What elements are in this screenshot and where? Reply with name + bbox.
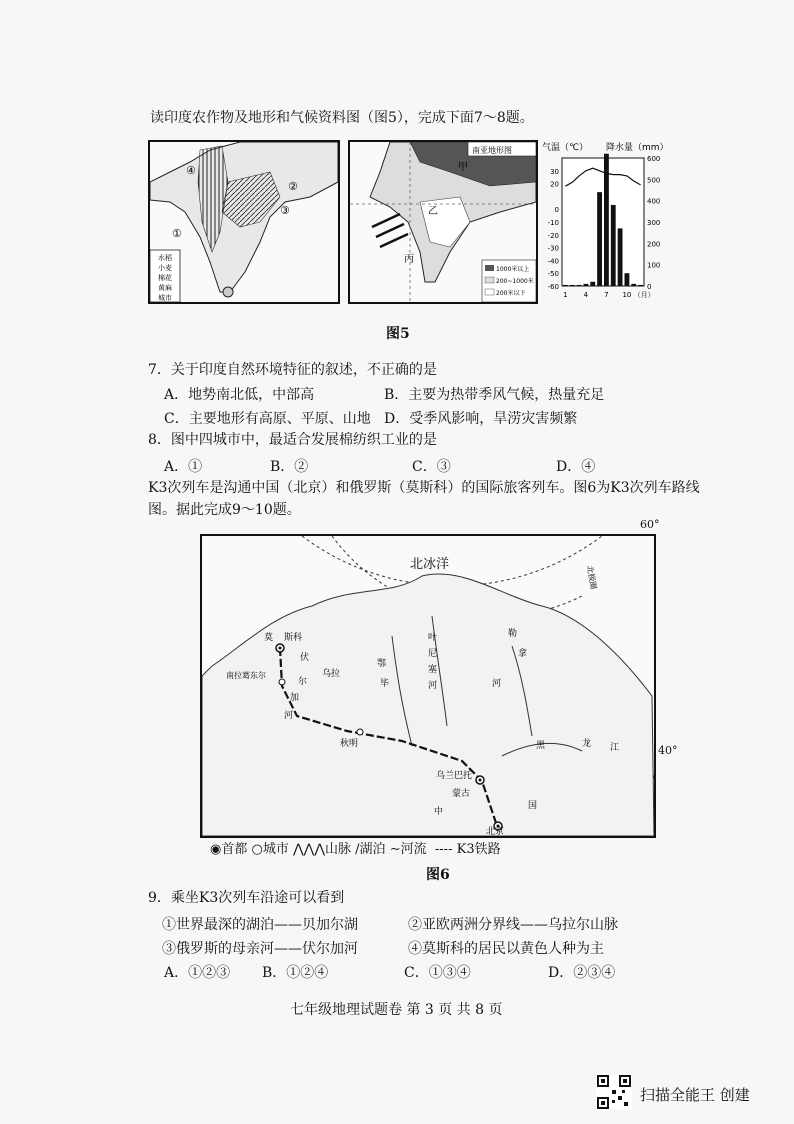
legend-wheat: 小麦 (158, 264, 172, 272)
legend-city: 城市 (262, 842, 289, 857)
precip-tick-0: 0 (647, 283, 652, 291)
intro-fig5: 读印度农作物及地形和气候资料图（图5），完成下面7～8题。 (150, 110, 534, 126)
temp-axis-label: 气温（℃） (542, 143, 589, 153)
place-jiang: 江 (610, 743, 620, 753)
india-crop-map (148, 140, 340, 304)
place-le: 勒 (508, 629, 518, 639)
india-crop-map-svg (150, 142, 338, 302)
precip-axis-label: 降水量（mm） (606, 143, 669, 153)
place-fu: 伏 (300, 653, 310, 663)
south-asia-terrain-map (348, 140, 538, 304)
precip-bar-8 (611, 205, 616, 286)
temp-tick--60: -60 (547, 283, 559, 291)
precip-bar-3 (577, 285, 582, 286)
q9-statement-1: ①世界最深的湖泊——贝加尔湖 (162, 917, 358, 933)
place-nanla: 南拉葛东尔 (226, 671, 266, 680)
place-jia: 加 (290, 693, 300, 703)
q9-option-a[interactable]: A．①②③ (164, 965, 231, 981)
q9-option-d[interactable]: D．②③④ (548, 965, 616, 981)
precip-bar-4 (584, 284, 589, 286)
q9-option-b[interactable]: B．①②④ (262, 965, 329, 981)
city-icon: ○ (251, 842, 263, 857)
place-qiuming: 秋明 (340, 739, 359, 749)
legend-capital: 首都 (221, 842, 248, 857)
intro-fig6-line2: 图。据此完成9～10题。 (148, 502, 301, 518)
q7-option-d[interactable]: D．受季风影响，旱涝灾害频繁 (384, 411, 578, 427)
rail-icon: ---- (430, 842, 457, 857)
temp-tick-30: 30 (550, 167, 559, 176)
place-guo: 国 (528, 801, 538, 811)
precip-tick-400: 400 (647, 197, 661, 206)
temp-tick-0: 0 (554, 206, 559, 215)
lake-icon: ∕ (355, 842, 360, 857)
legend-jute: 黄麻 (158, 284, 172, 292)
terrain-label-jia: 甲 (458, 162, 468, 173)
marker-2: ② (288, 180, 298, 193)
q8-option-c[interactable]: C．③ (412, 459, 451, 475)
temp-tick--20: -20 (547, 231, 559, 240)
legend-rice: 水稻 (158, 254, 172, 262)
q7-stem: 7．关于印度自然环境特征的叙述，不正确的是 (148, 362, 437, 378)
fig6-caption: 图6 (426, 867, 450, 883)
lat-40-label: 40° (658, 744, 678, 757)
precip-tick-500: 500 (647, 176, 661, 185)
legend-river: 河流 (400, 842, 427, 857)
place-he2: 河 (492, 679, 502, 689)
arctic-circle-label: 北极圈 (585, 564, 599, 590)
plot-area (562, 158, 644, 286)
q9-statement-4: ④莫斯科的居民以黄色人种为主 (408, 941, 604, 957)
place-zhong: 中 (434, 807, 444, 817)
legend-city: 城市 (158, 294, 172, 302)
precip-tick-300: 300 (647, 219, 661, 227)
place-ulaanbaatar: 乌兰巴托 (436, 771, 473, 781)
month-tick-4: 4 (583, 291, 589, 299)
legend-rail: K3铁路 (456, 842, 501, 857)
legend-lake: 湖泊 (359, 842, 386, 857)
terrain-legend-low: 200米以下 (496, 290, 526, 297)
precip-bar-5 (590, 282, 595, 286)
q8-option-b[interactable]: B．② (270, 459, 309, 475)
precip-tick-100: 100 (647, 261, 661, 270)
river-icon: ∼ (389, 842, 401, 857)
place-sike: 斯科 (284, 633, 303, 643)
temp-tick--50: -50 (547, 270, 559, 279)
terrain-legend-mid: 200~1000米 (496, 278, 534, 285)
mountain-icon: ⋀⋀⋀ (293, 842, 325, 857)
place-wula: 乌拉 (322, 669, 341, 679)
q8-option-d[interactable]: D．④ (556, 459, 596, 475)
q9-statement-3: ③俄罗斯的母亲河——伏尔加河 (162, 941, 358, 957)
place-beijing: 北京 (486, 827, 505, 836)
place-sai: 塞 (428, 665, 438, 675)
climate-chart (536, 136, 672, 304)
capital-icon: ◉ (210, 842, 222, 857)
month-tick-10: 10 (622, 291, 632, 299)
place-he1: 河 (428, 681, 438, 691)
page-footer: 七年级地理试题卷 第 3 页 共 8 页 (290, 1002, 503, 1018)
q7-option-c[interactable]: C．主要地形有高原、平原、山地 (164, 411, 371, 427)
place-he3: 河 (284, 711, 294, 721)
q7-option-b[interactable]: B．主要为热带季风气候，热量充足 (384, 387, 605, 403)
place-mo: 莫 (264, 633, 274, 643)
chart-frame (562, 158, 644, 286)
watermark-text: 扫描全能王 创建 (640, 1086, 750, 1104)
terrain-map-title: 南亚地形图 (472, 146, 512, 155)
route-map-svg (202, 536, 654, 836)
marker-3: ③ (280, 204, 290, 217)
precip-bar-2 (570, 285, 575, 286)
fig6-legend (210, 838, 501, 857)
q9-stem: 9．乘坐K3次列车沿途可以看到 (148, 890, 345, 906)
fig5-caption: 图5 (386, 326, 410, 342)
q9-statement-2: ②亚欧两洲分界线——乌拉尔山脉 (408, 917, 618, 933)
marker-4: ④ (186, 164, 196, 177)
place-ye: 叶 (428, 633, 438, 643)
place-bi: 毕 (380, 679, 390, 689)
precip-bar-12 (638, 285, 643, 286)
place-hei: 黑 (536, 741, 546, 751)
temp-tick--10: -10 (547, 219, 559, 227)
q9-option-c[interactable]: C．①③④ (404, 965, 471, 981)
intro-fig6-line1: K3次列车是沟通中国（北京）和俄罗斯（莫斯科）的国际旅客列车。图6为K3次列车路线 (148, 480, 700, 496)
place-e: 鄂 (377, 659, 387, 669)
precip-bar-10 (625, 273, 630, 286)
month-tick-7: 7 (604, 291, 609, 299)
terrain-label-bing: 丙 (404, 254, 414, 265)
terrain-map-svg (350, 142, 536, 302)
precip-tick-200: 200 (647, 240, 661, 249)
qr-code-icon (596, 1074, 632, 1110)
legend-cotton: 棉花 (158, 274, 172, 282)
place-ni: 尼 (428, 649, 438, 659)
month-unit-label: （月） (633, 291, 655, 299)
temp-tick-20: 20 (550, 180, 559, 189)
terrain-legend-high: 1000米以上 (496, 266, 530, 273)
place-mongolia: 蒙古 (452, 789, 471, 799)
legend-mountain: 山脉 (325, 842, 352, 857)
q7-option-a[interactable]: A．地势南北低，中部高 (164, 387, 315, 403)
precip-bar-1 (563, 285, 568, 286)
k3-route-map (200, 534, 656, 838)
terrain-label-yi: 乙 (428, 206, 438, 217)
temp-tick--40: -40 (547, 257, 559, 266)
place-na: 拿 (518, 649, 528, 659)
precip-bar-9 (618, 228, 623, 286)
q8-option-a[interactable]: A．① (164, 459, 203, 475)
temp-tick--30: -30 (547, 244, 559, 253)
place-long: 龙 (582, 739, 592, 749)
lat-60-label: 60° (640, 518, 660, 531)
month-tick-1: 1 (563, 291, 568, 299)
precip-bar-6 (597, 192, 602, 286)
place-er: 尔 (298, 677, 308, 687)
precip-bar-11 (631, 284, 636, 286)
q8-stem: 8．图中四城市中，最适合发展棉纺织工业的是 (148, 432, 437, 448)
marker-1: ① (172, 227, 182, 240)
precip-tick-600: 600 (647, 155, 661, 163)
arctic-ocean-label: 北冰洋 (410, 557, 450, 572)
